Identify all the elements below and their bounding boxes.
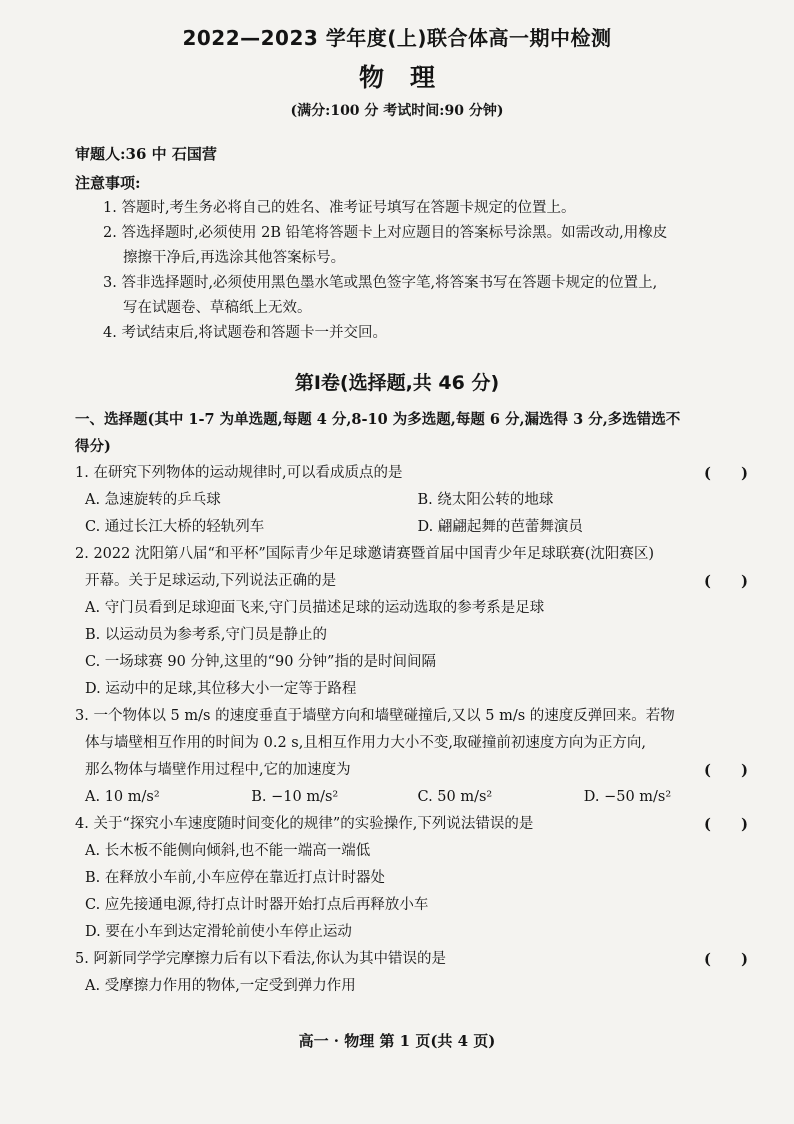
section-instruction-continued: 得分) [75, 438, 111, 455]
reviewer-line: 审题人:36 中 石国营 [75, 145, 217, 163]
question-1 [75, 460, 750, 541]
answer-paren: ( ) [703, 573, 748, 590]
question-stem: 2. 2022 沈阳第八届“和平杯”国际青少年足球邀请赛暨首届中国青少年足球联赛(沈阳赛区) [75, 546, 655, 562]
question-2 [75, 541, 750, 703]
option-c: C. 应先接通电源,待打点计时器开始打点后再释放小车 [85, 897, 429, 913]
option-b: B. 绕太阳公转的地球 [417, 492, 554, 508]
note-item-continued: 擦擦干净后,再选涂其他答案标号。 [123, 250, 346, 266]
question-options [75, 487, 750, 541]
question-stem-continued: 那么物体与墙壁作用过程中,它的加速度为 ( ) [75, 757, 750, 784]
questions-area [75, 406, 750, 1000]
note-item: 4. 考试结束后,将试题卷和答题卡一并交回。 [103, 325, 388, 341]
answer-paren: ( ) [703, 465, 748, 482]
option-c: C. 一场球赛 90 分钟,这里的“90 分钟”指的是时间间隔 [85, 654, 436, 670]
subject-title: 物理 [358, 63, 461, 92]
question-stem-continued: 开幕。关于足球运动,下列说法正确的是 ( ) [75, 568, 750, 595]
option-a: A. 急速旋转的乒乓球 [85, 492, 221, 508]
option-c: C. 50 m/s² [417, 789, 493, 805]
option-d: D. 翩翩起舞的芭蕾舞演员 [417, 519, 583, 535]
exam-title: 2022—2023 学年度(上)联合体高一期中检测 [182, 26, 612, 50]
option-a: A. 受摩擦力作用的物体,一定受到弹力作用 [85, 978, 356, 994]
section-title: 第Ⅰ卷(选择题,共 46 分) [294, 372, 500, 394]
page-footer: 高一 · 物理 第 1 页(共 4 页) [298, 1032, 496, 1050]
question-4 [75, 811, 750, 946]
answer-paren: ( ) [703, 951, 748, 968]
option-a: A. 长木板不能侧向倾斜,也不能一端高一端低 [85, 843, 371, 859]
note-item: 1. 答题时,考生务必将自己的姓名、准考证号填写在答题卡规定的位置上。 [103, 200, 576, 216]
option-a: A. 守门员看到足球迎面飞来,守门员描述足球的运动选取的参考系是足球 [85, 600, 545, 616]
question-3 [75, 703, 750, 811]
note-item-continued: 写在试题卷、草稿纸上无效。 [123, 300, 312, 316]
question-options [75, 784, 750, 811]
option-c: C. 通过长江大桥的轻轨列车 [85, 519, 265, 535]
exam-info: (满分:100 分 考试时间:90 分钟) [290, 103, 504, 119]
notes-list [75, 196, 755, 346]
answer-paren: ( ) [703, 816, 748, 833]
question-stem-continued: 体与墙壁相互作用的时间为 0.2 s,且相互作用力大小不变,取碰撞前初速度方向为正方向, [85, 735, 647, 751]
option-b: B. 在释放小车前,小车应停在靠近打点计时器处 [85, 870, 385, 886]
question-stem: 5. 阿新同学学完摩擦力后有以下看法,你认为其中错误的是 ( ) [75, 946, 750, 973]
option-d: D. 运动中的足球,其位移大小一定等于路程 [85, 681, 357, 697]
option-a: A. 10 m/s² [85, 789, 160, 805]
answer-paren: ( ) [703, 762, 748, 779]
question-stem: 1. 在研究下列物体的运动规律时,可以看成质点的是 ( ) [75, 460, 750, 487]
option-b: B. −10 m/s² [251, 789, 339, 805]
option-d: D. 要在小车到达定滑轮前使小车停止运动 [85, 924, 352, 940]
question-stem: 3. 一个物体以 5 m/s 的速度垂直于墙壁方向和墙壁碰撞后,又以 5 m/s 的速度反弹回来。若物 [75, 708, 675, 724]
question-stem: 4. 关于“探究小车速度随时间变化的规律”的实验操作,下列说法错误的是 ( ) [75, 811, 750, 838]
note-item: 2. 答选择题时,必须使用 2B 铅笔将答题卡上对应题目的答案标号涂黑。如需改动,用橡皮 [103, 225, 668, 241]
option-d: D. −50 m/s² [583, 789, 672, 805]
note-item: 3. 答非选择题时,必须使用黑色墨水笔或黑色签字笔,将答案书写在答题卡规定的位置上, [103, 275, 658, 291]
option-b: B. 以运动员为参考系,守门员是静止的 [85, 627, 327, 643]
notes-title: 注意事项: [75, 174, 141, 192]
question-5 [75, 946, 750, 1000]
section-instruction: 一、选择题(其中 1-7 为单选题,每题 4 分,8-10 为多选题,每题 6 分,漏选得 3 分,多选错选不 [75, 411, 681, 428]
